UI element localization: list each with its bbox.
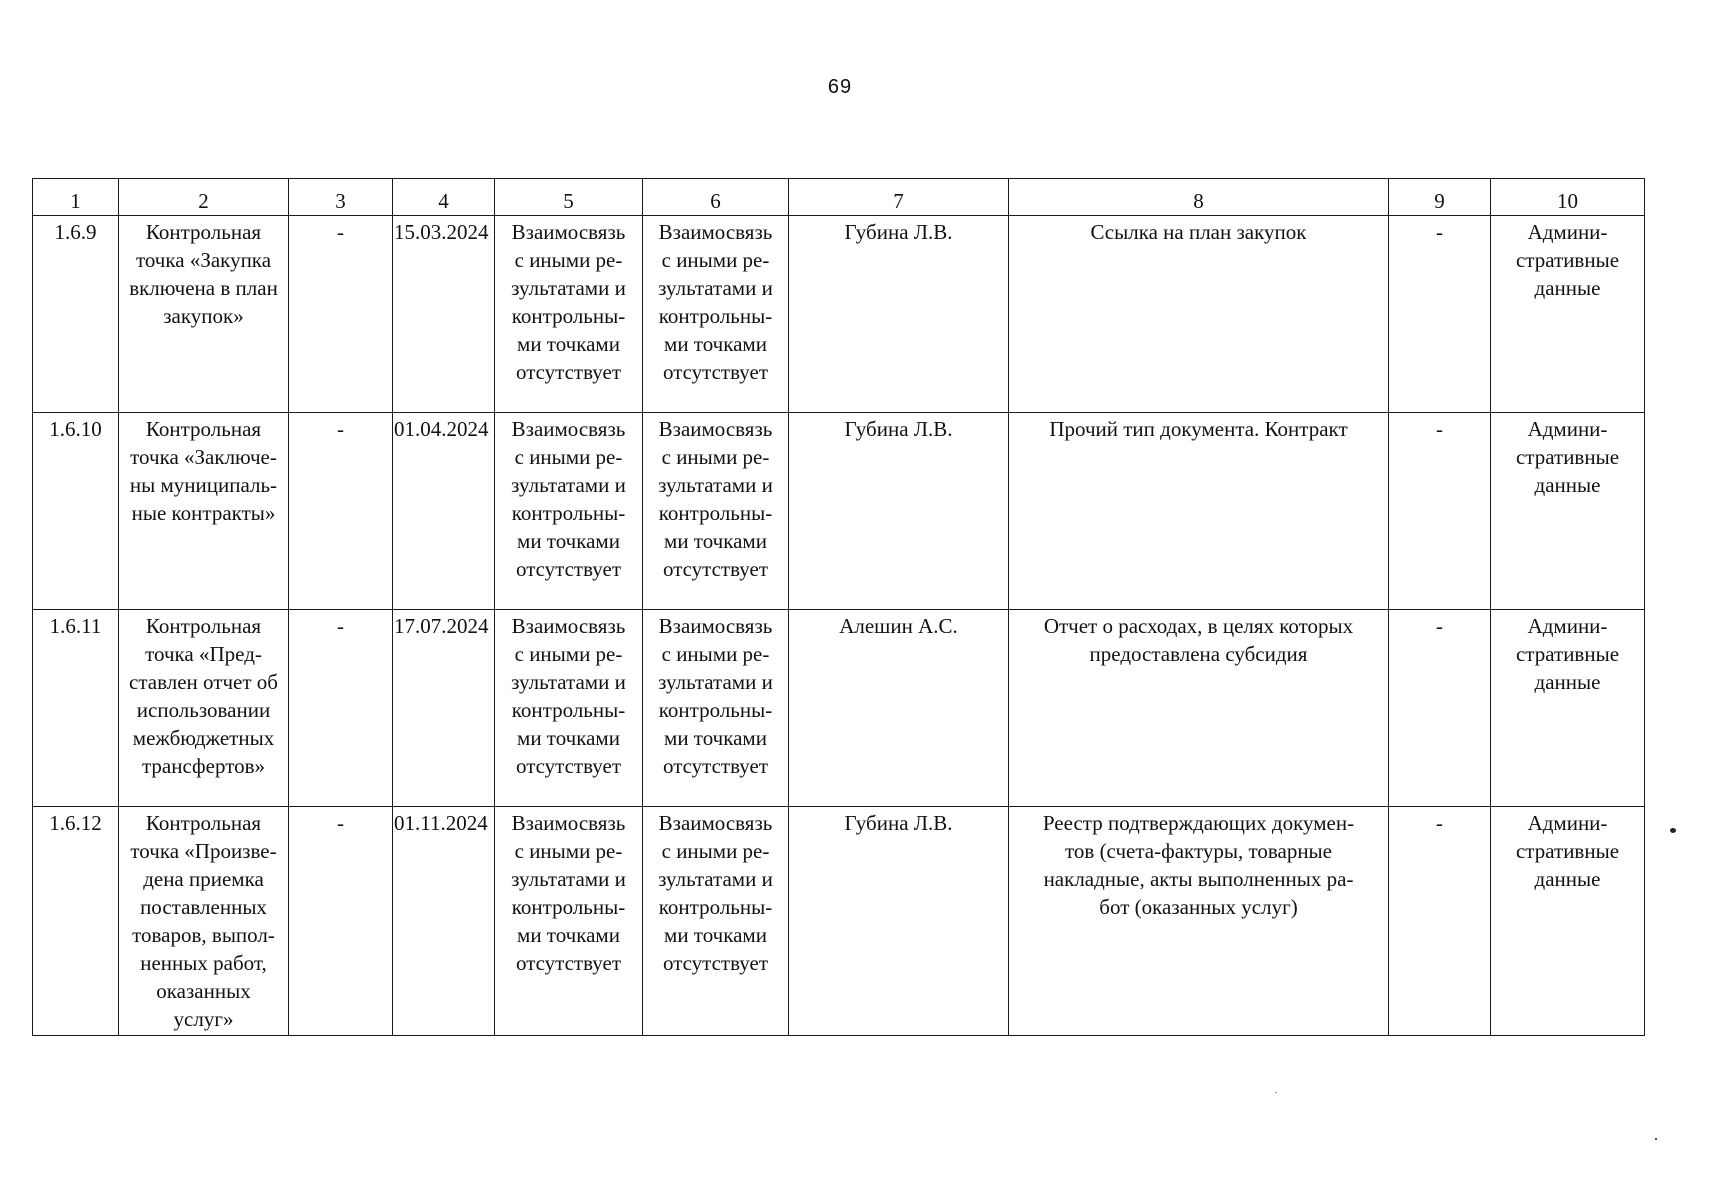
header-col-10: 10 xyxy=(1491,179,1645,216)
col3-value: - xyxy=(289,216,393,413)
header-col-9: 9 xyxy=(1389,179,1491,216)
col9-value: - xyxy=(1389,216,1491,413)
link-results-cell: Взаимосвязь с иными ре- зультатами и контрольны- ми точками отсутствует xyxy=(495,216,643,413)
header-col-6: 6 xyxy=(643,179,789,216)
control-point-name: Контрольная точка «Пред- ставлен отчет об использовании межбюджетных трансфертов» xyxy=(119,610,289,807)
document-cell: Реестр подтверждающих докумен- тов (счета-фактуры, товарные накладные, акты выполненных ра- бот (оказанных услуг) xyxy=(1009,807,1389,1036)
document-cell: Прочий тип документа. Контракт xyxy=(1009,413,1389,610)
header-col-7: 7 xyxy=(789,179,1009,216)
link-points-cell: Взаимосвязь с иными ре- зультатами и контрольны- ми точками отсутствует xyxy=(643,216,789,413)
responsible-cell: Алешин А.С. xyxy=(789,610,1009,807)
source-cell: Админи- стративные данные xyxy=(1491,610,1645,807)
header-col-1: 1 xyxy=(33,179,119,216)
header-col-8: 8 xyxy=(1009,179,1389,216)
source-cell: Админи- стративные данные xyxy=(1491,413,1645,610)
document-cell: Отчет о расходах, в целях которых предоставлена субсидия xyxy=(1009,610,1389,807)
row-id: 1.6.9 xyxy=(33,216,119,413)
control-point-name: Контрольная точка «Заключе- ны муниципаль- ные контракты» xyxy=(119,413,289,610)
source-cell: Админи- стративные данные xyxy=(1491,807,1645,1036)
control-points-table xyxy=(32,178,1645,1036)
header-col-4: 4 xyxy=(393,179,495,216)
link-points-cell: Взаимосвязь с иными ре- зультатами и контрольны- ми точками отсутствует xyxy=(643,413,789,610)
table-row xyxy=(33,610,1645,807)
table-row xyxy=(33,413,1645,610)
col9-value: - xyxy=(1389,807,1491,1036)
col3-value: - xyxy=(289,610,393,807)
control-point-name: Контрольная точка «Произве- дена приемка поставленных товаров, выпол- ненных работ, оказанных услуг» xyxy=(119,807,289,1036)
date-cell: 15.03.2024 xyxy=(393,216,495,413)
col9-value: - xyxy=(1389,610,1491,807)
document-cell: Ссылка на план закупок xyxy=(1009,216,1389,413)
table-row xyxy=(33,807,1645,1036)
scan-artifact-dot xyxy=(1670,828,1676,833)
link-results-cell: Взаимосвязь с иными ре- зультатами и контрольны- ми точками отсутствует xyxy=(495,807,643,1036)
responsible-cell: Губина Л.В. xyxy=(789,413,1009,610)
source-cell: Админи- стративные данные xyxy=(1491,216,1645,413)
table-row xyxy=(33,216,1645,413)
col3-value: - xyxy=(289,807,393,1036)
link-points-cell: Взаимосвязь с иными ре- зультатами и контрольны- ми точками отсутствует xyxy=(643,610,789,807)
responsible-cell: Губина Л.В. xyxy=(789,216,1009,413)
date-cell: 01.11.2024 xyxy=(393,807,495,1036)
date-cell: 17.07.2024 xyxy=(393,610,495,807)
link-points-cell: Взаимосвязь с иными ре- зультатами и контрольны- ми точками отсутствует xyxy=(643,807,789,1036)
header-col-3: 3 xyxy=(289,179,393,216)
scan-speck xyxy=(1655,1138,1657,1140)
row-id: 1.6.11 xyxy=(33,610,119,807)
date-cell: 01.04.2024 xyxy=(393,413,495,610)
responsible-cell: Губина Л.В. xyxy=(789,807,1009,1036)
scan-speck xyxy=(1275,1092,1277,1093)
header-col-2: 2 xyxy=(119,179,289,216)
page-number: 69 xyxy=(827,76,853,98)
row-id: 1.6.10 xyxy=(33,413,119,610)
control-point-name: Контрольная точка «Закупка включена в план закупок» xyxy=(119,216,289,413)
row-id: 1.6.12 xyxy=(33,807,119,1036)
col9-value: - xyxy=(1389,413,1491,610)
link-results-cell: Взаимосвязь с иными ре- зультатами и контрольны- ми точками отсутствует xyxy=(495,610,643,807)
col3-value: - xyxy=(289,413,393,610)
header-col-5: 5 xyxy=(495,179,643,216)
link-results-cell: Взаимосвязь с иными ре- зультатами и контрольны- ми точками отсутствует xyxy=(495,413,643,610)
table-header-row xyxy=(33,179,1645,216)
